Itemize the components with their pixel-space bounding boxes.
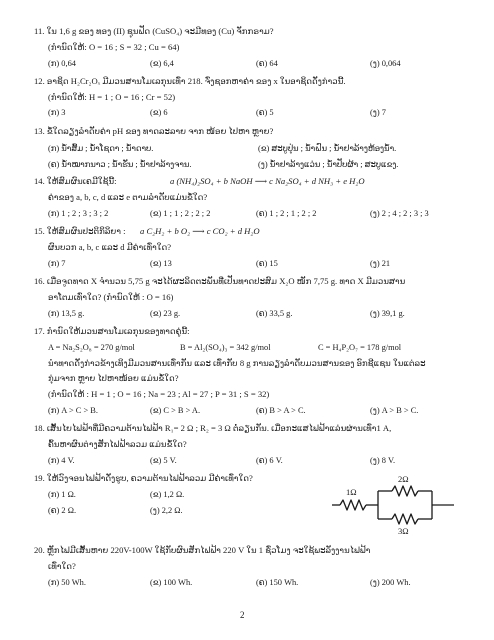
question-17-cont: ນຳທາດດັ່ງກ່າວຂ້າງເທິງມີມວນສານເທົ່າກັນ ແລະ ເທົ່າກັບ 8 g ການລຽງລຳດັບມວນສານຂອງ ອົກຊີແຊນ ໃນແຕ່ລະ xyxy=(48,358,426,368)
q20-choice-d[interactable]: (ງ) 200 Wh. xyxy=(370,578,411,587)
q19-choice-a[interactable]: (ກ) 1 Ω. xyxy=(48,490,76,499)
q12-choice-a[interactable]: (ກ) 3 xyxy=(48,108,66,117)
q18-choice-b[interactable]: (ຂ) 5 V. xyxy=(150,456,177,465)
q19-choice-b[interactable]: (ຂ) 1,2 Ω. xyxy=(150,490,185,499)
q14-choice-b[interactable]: (ຂ) 1 ; 1 ; 2 ; 2 ; 2 xyxy=(150,209,211,218)
resistor-1-label: 1Ω xyxy=(346,487,357,497)
resistor-2-label: 2Ω xyxy=(398,474,409,484)
q12-choice-b[interactable]: (ຂ) 6 xyxy=(150,108,168,117)
page-number: 2 xyxy=(240,610,245,620)
q17-data-a: A = Na₂S₂O₈ = 270 g/mol xyxy=(48,343,135,352)
question-17-cont2: ກຸ່ມຈາກ ຫຼາຍ ໄປຫາໜ້ອຍ ແມ່ນຂໍ້ໃດ? xyxy=(48,373,179,383)
q18-choice-a[interactable]: (ກ) 4 V. xyxy=(48,456,75,465)
q15-choice-d[interactable]: (ງ) 21 xyxy=(370,259,391,268)
q16-choice-a[interactable]: (ກ) 13,5 g. xyxy=(48,309,85,318)
q11-choice-a[interactable]: (ກ) 0,64 xyxy=(48,59,76,68)
q18-choice-c[interactable]: (ຄ) 6 V. xyxy=(256,456,283,465)
question-12-hint: (ກຳນົດໃຫ້: H = 1 ; O = 16 ; Cr = 52) xyxy=(48,92,176,102)
q17-data-c: C = H₄P₂O₇ = 178 g/mol xyxy=(318,343,402,352)
question-17: 17. ກຳນົດໃຫ້ມວນສານໂມເລກຸນຂອງທາດຄູ່ນີ້: xyxy=(34,326,190,336)
question-15: 15. ໃຫ້ສົມຜົນປະຕິກິລິຍາ : xyxy=(34,226,126,236)
q12-choice-c[interactable]: (ຄ) 5 xyxy=(256,108,274,117)
q19-choice-d[interactable]: (ງ) 2,2 Ω. xyxy=(150,506,183,515)
q14-choice-d[interactable]: (ງ) 2 ; 4 ; 2 ; 3 ; 3 xyxy=(370,209,429,218)
q13-choice-a[interactable]: (ກ) ນ້ຳສົ້ມ ; ນ້ຳໂຊດາ ; ນ້ຳດາບ. xyxy=(48,144,154,153)
q20-choice-b[interactable]: (ຂ) 100 Wh. xyxy=(150,578,193,587)
question-18: 18. ເສັ້ນໄຍໄຟຟ້າທີ່ມີຄວາມຕ້ານໄຟຟ້າ R₁= 2 Ω ; R₂ = 3 Ω ຕໍ່ລຽນກັນ. ເມື່ອກະແສໄຟຟ້າແລ່ນຜ່ານເທົ່າ1 A, xyxy=(34,423,392,433)
q13-choice-c[interactable]: (ຄ) ນ້ຳໝາກນາວ ; ນ້ຳຮັ່ນ ; ນ້ຳຢາລ້າງຈານ. xyxy=(48,160,192,169)
question-14-equation: a (NH₄)₂SO₄ + b NaOH ⟶ c Na₂SO₄ + d NH₃ + e H₂O xyxy=(170,176,365,186)
resistor-3-zigzag xyxy=(392,514,418,524)
question-11-hint: (ກຳນົດໃຫ້: O = 16 ; S = 32 ; Cu = 64) xyxy=(48,42,180,52)
q11-choice-b[interactable]: (ຂ) 6,4 xyxy=(150,59,174,68)
question-14: 14. ໃຫ້ສົມຜົນເຄມີໃຊ້ນີ້: xyxy=(34,176,117,186)
question-19: 19. ໃຫ້ວົງຈອນໄຟຟ້າດັ່ງຮູບ, ຄວາມຕ້ານໄຟຟ້າລວມ ມີຄ່າເທົ່າໃດ? xyxy=(34,473,253,483)
q13-choice-b[interactable]: (ຂ) ສະບູປຸ່ນ ; ນ້ຳຝົນ ; ນ້ຳຢາລ້າງຫ້ອງນ້ຳ. xyxy=(258,144,397,153)
q15-choice-a[interactable]: (ກ) 7 xyxy=(48,259,66,268)
question-13: 13. ຂໍ້ໃດລຽງລຳດັບຄ່າ pH ຂອງ ທາດລະລາຍ ຈາກ ໜ້ອຍ ໄປຫາ ຫຼາຍ? xyxy=(34,126,274,136)
question-12: 12. ອາຊິດ H₂Cr₂Oₓ ມີມວນສານໂມເລກຸນເທົ່າ 218. ຈົ່ງຊອກຫາຄ່າ ຂອງ x ໃນອາຊິດດັ່ງກ່າວນີ້. xyxy=(34,76,346,86)
resistor-2-zigzag xyxy=(392,486,418,496)
q17-choice-a[interactable]: (ກ) A > C > B. xyxy=(48,406,98,415)
question-11: 11. ໃນ 1,6 g ຂອງ ທອງ (II) ຊຸນຟັດ (CuSO₄) ຈະມີທອງ (Cu) ຈັກກຣາມ? xyxy=(34,26,274,36)
resistor-3-label: 3Ω xyxy=(398,526,409,535)
question-17-hint: (ກຳນົດໃຫ້ : H = 1 ; O = 16 ; Na = 23 ; Al = 27 ; P = 31 ; S = 32) xyxy=(48,389,270,399)
q17-data-b: B = Al₂(SO₄)₃ = 342 g/mol xyxy=(180,343,271,352)
resistor-1-zigzag xyxy=(340,500,366,510)
question-15-equation: a C₂H₂ + b O₂ ⟶ c CO₂ + d H₂O xyxy=(140,226,260,236)
question-16: 16. ເມື່ອຈູດທາດ X ຈຳນວນ 5,75 g ຈະໄດ້ຜະລິດຕະພັນທີ່ເປັນທາດປະສົມ X₂O ໜັກ 7,75 g. ທາດ X ມີມວນສານ xyxy=(34,276,406,286)
q11-choice-d[interactable]: (ງ) 0,064 xyxy=(370,59,401,68)
q11-choice-c[interactable]: (ຄ) 64 xyxy=(256,59,278,68)
q15-choice-b[interactable]: (ຂ) 13 xyxy=(150,259,172,268)
q14-choice-c[interactable]: (ຄ) 1 ; 2 ; 1 ; 2 ; 2 xyxy=(256,209,317,218)
q18-choice-d[interactable]: (ງ) 8 V. xyxy=(370,456,396,465)
q14-choice-a[interactable]: (ກ) 1 ; 2 ; 3 ; 3 ; 2 xyxy=(48,209,109,218)
q16-choice-c[interactable]: (ຄ) 33,5 g. xyxy=(256,309,293,318)
question-20: 20. ຫຼັກໄຟມີເສັ້ນຫາຍ 220V-100W ໃຊ້ກັບຜົນສັກໄຟຟ້າ 220 V ໃນ 1 ຊົ່ວໂມງ ຈະໃຊ້ພະລັງງານໄຟຟ້າ xyxy=(34,545,371,555)
resistor-circuit-diagram xyxy=(330,473,460,535)
question-15-prompt: ຜົນບວກ a, b, c ແລະ d ມີຄ່າເທົ່າໃດ? xyxy=(48,242,172,252)
q13-choice-d[interactable]: (ງ) ນ້ຳຢາລ້າງແວ່ນ ; ນ້ຳປັບຜ້າ ; ສະບູແຂງ. xyxy=(258,160,399,169)
question-16-cont: ອາໂຕມເທົ່າໃດ? (ກຳນົດໃຫ້ : O = 16) xyxy=(48,292,174,302)
question-14-prompt: ຄ່າຂອງ a, b, c, d ແລະ e ຕາມລຳດັບແມ່ນຂໍ້ໃດ? xyxy=(48,192,208,202)
question-18-cont: ຄົ້ນຫາຜົນຕ່າງສັກໄຟຟ້າລວມ ແມ່ນຂໍ້ໃດ? xyxy=(48,439,187,449)
q17-choice-c[interactable]: (ຄ) B > A > C. xyxy=(256,406,306,415)
q20-choice-a[interactable]: (ກ) 50 Wh. xyxy=(48,578,86,587)
q12-choice-d[interactable]: (ງ) 7 xyxy=(370,108,386,117)
q15-choice-c[interactable]: (ຄ) 15 xyxy=(256,259,278,268)
question-20-cont: ເທົ່າໃດ? xyxy=(48,561,76,571)
q16-choice-d[interactable]: (ງ) 39,1 g. xyxy=(370,309,405,318)
q19-choice-c[interactable]: (ຄ) 2 Ω. xyxy=(48,506,77,515)
q17-choice-b[interactable]: (ຂ) C > B > A. xyxy=(150,406,201,415)
q20-choice-c[interactable]: (ຄ) 150 Wh. xyxy=(256,578,299,587)
q17-choice-d[interactable]: (ງ) A > B > C. xyxy=(370,406,419,415)
q16-choice-b[interactable]: (ຂ) 23 g. xyxy=(150,309,181,318)
